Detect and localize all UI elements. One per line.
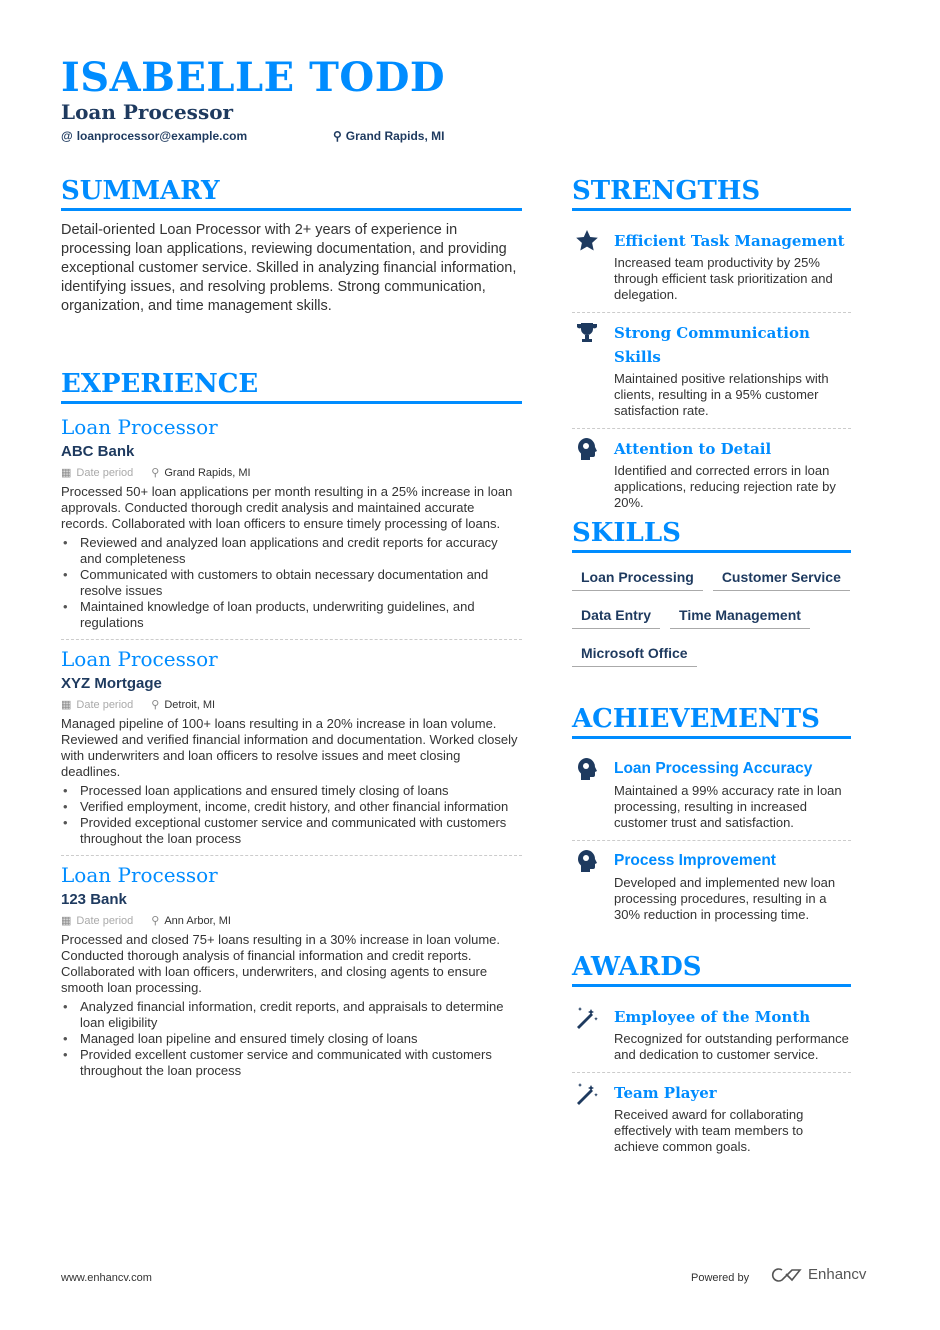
skill-tag: Time Management: [670, 601, 810, 629]
item-description: Received award for collaborating effectively with team members to achieve common goals.: [614, 1107, 804, 1154]
location-pin-icon: ⚲: [333, 129, 342, 143]
strengths-item: [572, 429, 851, 520]
job-bullet: • Provided excellent customer service and communicated with customers throughout the loan process: [61, 1047, 522, 1079]
job-description: Processed 50+ loan applications per month resulting in a 25% increase in loan approvals. Conducted thorough credit analysis and maintained accurate records. Collaborated with loan officers to ensure timely processing of loans.: [61, 484, 513, 531]
magic-wand-icon: [574, 1081, 600, 1155]
location-text: Grand Rapids, MI: [345, 129, 445, 143]
star-icon: [574, 229, 600, 303]
job-bullet: • Analyzed financial information, credit reports, and appraisals to determine loan eligibility: [61, 999, 522, 1031]
section-heading: STRENGTHS: [572, 174, 851, 211]
section-heading: EXPERIENCE: [61, 367, 522, 404]
location-contact: [333, 129, 444, 143]
section-heading: ACHIEVEMENTS: [572, 702, 851, 739]
date-period: Date period: [76, 915, 134, 927]
brand-text: Enhancv: [808, 1266, 867, 1283]
email-contact[interactable]: [61, 129, 247, 143]
location-pin-icon: ⚲: [151, 467, 160, 479]
summary-section: [61, 174, 522, 316]
job-entry: [61, 414, 522, 640]
skill-tag: Microsoft Office: [572, 639, 697, 667]
trophy-icon: [574, 321, 600, 419]
item-description: Increased team productivity by 25% through efficient task prioritization and delegation.: [614, 255, 833, 302]
magic-wand-icon: [574, 1005, 600, 1063]
job-bullet: • Communicated with customers to obtain necessary documentation and resolve issues: [61, 567, 522, 599]
item-title: Loan Processing Accuracy: [614, 760, 813, 777]
item-title: Efficient Task Management: [614, 232, 845, 250]
section-heading: SUMMARY: [61, 174, 522, 211]
awards-section: [572, 950, 851, 1164]
item-title: Process Improvement: [614, 852, 776, 869]
skill-tag: Loan Processing: [572, 563, 703, 591]
skills-section: [572, 516, 851, 677]
enhancv-logo-icon: [770, 1267, 802, 1283]
item-description: Developed and implemented new loan processing procedures, resulting in a 30% reduction in processing time.: [614, 875, 836, 922]
strengths-item: [572, 313, 851, 429]
email-text: loanprocessor@example.com: [76, 129, 248, 143]
item-description: Recognized for outstanding performance and dedication to customer service.: [614, 1031, 849, 1062]
job-bullet: • Verified employment, income, credit history, and other financial information: [61, 799, 522, 815]
item-title: Team Player: [614, 1084, 717, 1102]
company-name: 123 Bank: [61, 891, 127, 908]
job-entry: [61, 862, 522, 1087]
job-title: Loan Processor: [61, 415, 218, 439]
item-title: Attention to Detail: [614, 440, 772, 458]
head-icon: [574, 849, 600, 923]
strengths-item: [572, 221, 851, 313]
job-location: Grand Rapids, MI: [164, 467, 251, 479]
section-heading: AWARDS: [572, 950, 851, 987]
job-description: Processed and closed 75+ loans resulting in a 30% increase in loan volume. Conducted thorough analysis of financial information and credit reports. Collaborated with loan officers, underwriters, and closing agents to ensure smooth loan processing.: [61, 932, 501, 995]
job-entry: [61, 646, 522, 856]
calendar-icon: ▦: [61, 915, 72, 927]
skill-tag: Data Entry: [572, 601, 660, 629]
skill-tag: Customer Service: [713, 563, 850, 591]
head-icon: [574, 437, 600, 511]
job-bullet: • Provided exceptional customer service and communicated with customers throughout the loan process: [61, 815, 522, 847]
job-bullet: • Maintained knowledge of loan products, underwriting guidelines, and regulations: [61, 599, 522, 631]
job-location: Detroit, MI: [164, 699, 216, 711]
job-bullet: • Processed loan applications and ensured timely closing of loans: [61, 783, 522, 799]
job-title: Loan Processor: [61, 863, 218, 887]
at-icon: @: [61, 129, 73, 143]
item-description: Maintained a 99% accuracy rate in loan processing, resulting in increased customer trust and satisfaction.: [614, 783, 842, 830]
job-bullet: • Reviewed and analyzed loan applications and credit reports for accuracy and completeness: [61, 535, 522, 567]
job-location: Ann Arbor, MI: [164, 915, 231, 927]
job-title: Loan Processor: [61, 647, 218, 671]
calendar-icon: ▦: [61, 699, 72, 711]
achievements-item: [572, 841, 851, 932]
section-heading: SKILLS: [572, 516, 851, 553]
location-pin-icon: ⚲: [151, 699, 160, 711]
awards-item: [572, 1073, 851, 1164]
achievements-section: [572, 702, 851, 932]
powered-by-label: Powered by: [691, 1272, 750, 1284]
awards-item: [572, 997, 851, 1073]
experience-section: [61, 367, 522, 1093]
company-name: XYZ Mortgage: [61, 675, 162, 692]
company-name: ABC Bank: [61, 443, 135, 460]
item-description: Maintained positive relationships with clients, resulting in a 95% customer satisfaction rate.: [614, 371, 829, 418]
summary-text: Detail-oriented Loan Processor with 2+ years of experience in processing loan applications, reviewing documentation, and providing exceptional customer service. Skilled in analyzing financial information, identifying issues, and resolving problems. Strong communication, organization, and time management skills.: [61, 222, 517, 314]
item-title: Employee of the Month: [614, 1008, 811, 1026]
strengths-section: [572, 174, 851, 520]
date-period: Date period: [76, 467, 134, 479]
location-pin-icon: ⚲: [151, 915, 160, 927]
candidate-title: Loan Processor: [61, 100, 234, 124]
calendar-icon: ▦: [61, 467, 72, 479]
item-title: Strong Communication Skills: [614, 324, 810, 366]
enhancv-logo[interactable]: [770, 1266, 866, 1283]
head-icon: [574, 757, 600, 831]
item-description: Identified and corrected errors in loan applications, reducing rejection rate by 20%.: [614, 463, 836, 510]
job-bullet: • Managed loan pipeline and ensured timely closing of loans: [61, 1031, 522, 1047]
achievements-item: [572, 749, 851, 841]
website-link[interactable]: www.enhancv.com: [61, 1272, 152, 1284]
date-period: Date period: [76, 699, 134, 711]
job-description: Managed pipeline of 100+ loans resulting in a 20% increase in loan volume. Reviewed and verified financial information and documentation. Worked closely with underwriters and loan officers to resolve issues and meet closing deadlines.: [61, 716, 518, 779]
candidate-name: ISABELLE TODD: [61, 54, 446, 101]
